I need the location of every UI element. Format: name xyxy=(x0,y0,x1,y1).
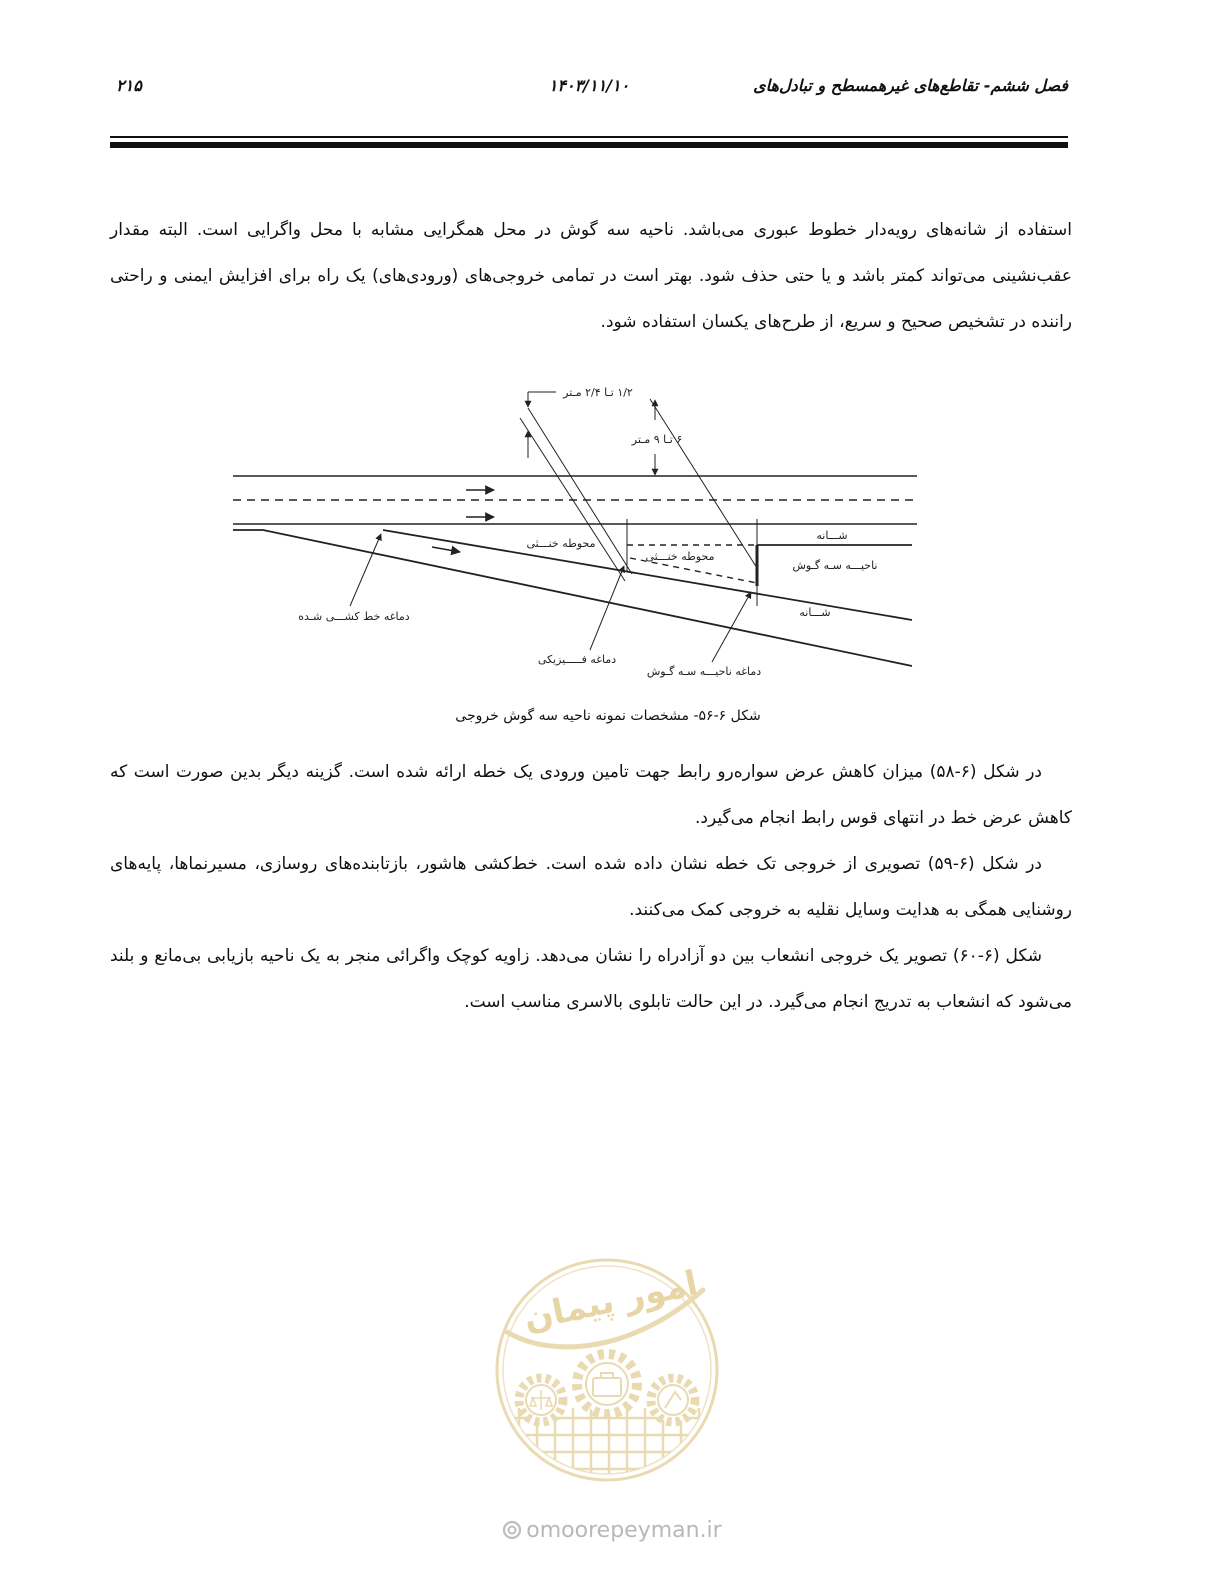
watermark-logo xyxy=(485,1232,730,1504)
ramp-inner-edge xyxy=(383,530,912,620)
paragraph: استفاده از شانه‌های رویه‌دار خطوط عبوری می‌باشد. ناحیه سه گوش در محل همگرایی مشابه با محل واگرایی است. البته مقدار عقب‌نشینی می‌تواند کمتر باشد و یا حتی حذف شود. بهتر است در تمامی خروجی‌های (ورودی‌های) یک راه برای افزایش ایمنی و راحتی راننده در تشخیص صحیح و سریع، از طرح‌های یکسان استفاده شود. xyxy=(110,220,1072,332)
nose-distance-label: ۶ تـا ۹ مـتر xyxy=(631,433,683,446)
offset-dimension-label: ۱/۲ تـا ۲/۴ مـتر xyxy=(563,386,633,399)
ramp-outer-edge xyxy=(233,530,912,666)
paragraph: در شکل (۶-۵۹) تصویری از خروجی تک خطه نشان داده شده است. خط‌کشی هاشور، بازتابنده‌های روسازی، مسیرنماها، پایه‌های روشنایی همگی به هدایت وسایل نقلیه به خروجی کمک می‌کنند. xyxy=(110,854,1072,920)
logo-lettering: امور پیمان xyxy=(520,1263,702,1340)
at-sign-icon xyxy=(502,1520,522,1540)
page-number: ۲۱۵ xyxy=(116,76,142,95)
watermark-website-text: omoorepeyman.ir xyxy=(526,1518,722,1543)
gear-icon xyxy=(651,1378,695,1422)
chapter-title: فصل ششم- تقاطع‌های غیرهمسطح و تبادل‌های xyxy=(753,76,1068,95)
gear-icon xyxy=(519,1378,563,1422)
gear-icon xyxy=(577,1354,637,1414)
figure-caption: شکل ۶-۵۶- مشخصات نمونه ناحیه سه گوش خروجی xyxy=(455,708,761,724)
physical-nose-leader xyxy=(590,566,624,650)
figure xyxy=(110,370,1072,732)
watermark-website xyxy=(0,1516,1224,1546)
main-shoulder-label: شـــانه xyxy=(816,529,848,542)
nose-distance-extension-line xyxy=(650,399,757,568)
painted-nose-leader xyxy=(350,534,381,606)
painted-nose-label: دماغه خط کشـــی شـده xyxy=(298,610,410,623)
ramp-shoulder-label: شـــانه xyxy=(799,606,831,619)
neutral-area-label-1: محوطه خنـــثی xyxy=(526,537,596,550)
header-rule-thin xyxy=(110,136,1068,138)
paragraph: در شکل (۶-۵۸) میزان کاهش عرض سواره‌رو رابط جهت تامین ورودی یک خطه ارائه شده است. گزینه دیگر بدین صورت است که کاهش عرض خط در انتهای قوس رابط انجام می‌گیرد. xyxy=(110,762,1072,828)
header-date: ۱۴۰۳/۱۱/۱۰ xyxy=(548,76,630,95)
gore-nose-label: دماغه ناحیـــه سـه گـوش xyxy=(646,665,762,678)
gore-area-diagram xyxy=(110,370,1072,690)
paragraph: شکل (۶-۶۰) تصویر یک خروجی انشعاب بین دو آزادراه را نشان می‌دهد. زاویه کوچک واگرائی منجر به یک ناحیه بازیابی بی‌مانع و بلند می‌شود که انشعاب به تدریج انجام می‌گیرد. در این حالت تابلوی بالاسری مناسب است. xyxy=(110,946,1072,1012)
neutral-area-label-2: محوطه خنـــثی xyxy=(645,550,715,563)
gore-nose-leader xyxy=(712,592,751,662)
page-body xyxy=(110,207,1072,1025)
gore-area-label: ناحیـــه سـه گـوش xyxy=(792,559,878,572)
header-rule-thick xyxy=(110,142,1068,148)
physical-nose-label: دماغه فـــــیزیکی xyxy=(537,653,617,666)
ramp-arrow xyxy=(432,547,460,552)
